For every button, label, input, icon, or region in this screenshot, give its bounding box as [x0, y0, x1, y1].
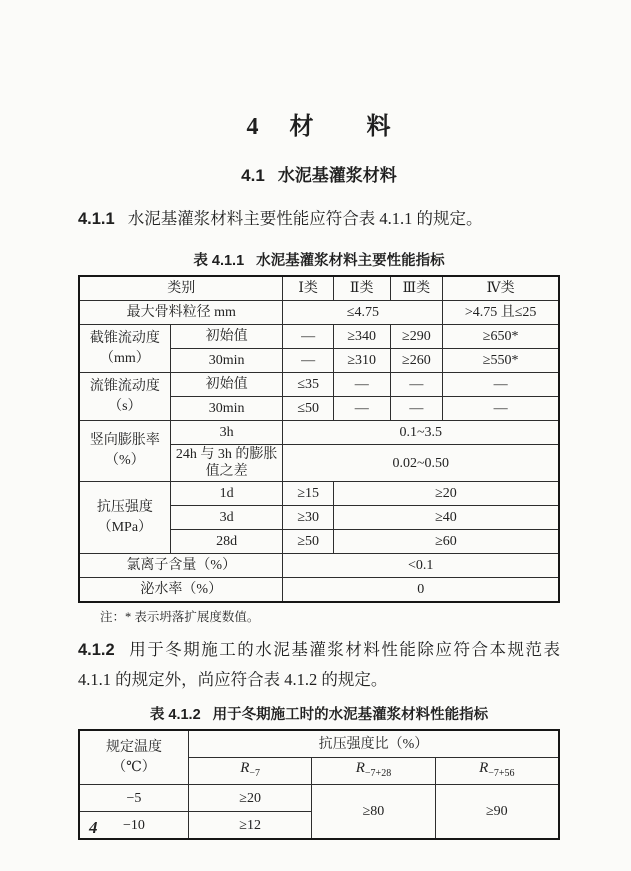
table-cell: −10 [79, 812, 188, 840]
table-cell: >4.75 且≤25 [443, 301, 559, 325]
page-number: 4 [89, 818, 98, 837]
r-subscript: −7+56 [488, 767, 515, 779]
table-cell: 氯离子含量（%） [79, 554, 283, 578]
category-unit: （s） [108, 398, 142, 414]
table-cell: ≥310 [333, 349, 390, 373]
table-note: 注：* 表示坍落扩展度数值。 [100, 610, 260, 624]
table-row [79, 730, 559, 758]
clause-number: 4.1.1 [78, 210, 115, 228]
chapter-title-char1: 材 [289, 113, 315, 140]
table-caption-title: 水泥基灌浆材料主要性能指标 [256, 253, 445, 269]
table-row [79, 482, 559, 506]
table-cell: — [283, 325, 333, 349]
table-cell: ≥12 [188, 812, 311, 840]
clause-4-1-2 [78, 635, 560, 694]
table-cell: <0.1 [283, 554, 559, 578]
table-cell [312, 758, 435, 785]
table-cell [188, 758, 311, 785]
table-cell: ≤4.75 [283, 301, 443, 325]
table-row [79, 301, 559, 325]
table-row [79, 421, 559, 445]
table-cell: ≥260 [390, 349, 443, 373]
table-cell: — [390, 373, 443, 397]
table-cell: ≥15 [283, 482, 333, 506]
table-cell: ≥20 [333, 482, 559, 506]
clause-text: 水泥基灌浆材料主要性能应符合表 4.1.1 的规定。 [127, 209, 483, 228]
category-unit: （%） [105, 453, 145, 468]
table-cell: ≥290 [390, 325, 443, 349]
table-cell: 初始值 [170, 325, 283, 349]
table-row [79, 325, 559, 349]
table-cell: — [333, 397, 390, 421]
table-4-1-2-caption [78, 707, 560, 724]
table-cell: 24h 与 3h 的膨胀值之差 [170, 445, 283, 482]
table-cell: 30min [170, 349, 283, 373]
section-number: 4.1 [241, 166, 265, 185]
table-row [79, 785, 559, 812]
table-cell [79, 730, 188, 785]
table-4-1-1 [78, 275, 560, 603]
table-cell: 最大骨料粒径 mm [79, 301, 283, 325]
table-cell [79, 421, 170, 482]
table-cell: 3h [170, 421, 283, 445]
category-label: 截锥流动度 [89, 330, 160, 346]
table-cell: 抗压强度比（%） [188, 730, 559, 758]
table-cell [79, 482, 170, 554]
chapter-title-char2: 料 [366, 113, 392, 140]
table-cell [435, 758, 559, 785]
chapter-number: 4 [246, 114, 260, 140]
category-unit: （℃） [112, 759, 156, 775]
table-cell [79, 373, 170, 421]
r-subscript: −7+28 [364, 767, 392, 779]
table-caption-label: 表 4.1.2 [149, 707, 201, 723]
clause-number: 4.1.2 [78, 641, 115, 659]
r-subscript: −7 [249, 767, 261, 779]
r-symbol: R [240, 760, 250, 777]
table-cell: ≥550* [443, 349, 559, 373]
table-cell: ≥50 [283, 530, 333, 554]
table-cell: 28d [170, 530, 283, 554]
category-label: 抗压强度 [96, 499, 153, 515]
table-caption-title: 用于冬期施工时的水泥基灌浆材料性能指标 [212, 707, 489, 723]
table-cell: ≥650* [443, 325, 559, 349]
table-cell: — [443, 373, 559, 397]
table-cell [79, 325, 170, 373]
table-row [79, 554, 559, 578]
table-cell: ≥340 [333, 325, 390, 349]
r-symbol: R [355, 760, 365, 777]
table-cell: ≥90 [435, 785, 559, 840]
table-cell: Ⅳ类 [443, 276, 559, 301]
table-cell: — [443, 397, 559, 421]
category-label: 规定温度 [105, 739, 162, 755]
category-unit: （MPa） [97, 519, 153, 535]
table-row [79, 373, 559, 397]
category-label: 流锥流动度 [89, 378, 160, 394]
table-4-1-1-caption [78, 253, 560, 270]
table-cell: Ⅱ类 [333, 276, 390, 301]
clause-text: 用于冬期施工的水泥基灌浆材料性能除应符合本规范表 4.1.1 的规定外，尚应符合表 4.1.2 的规定。 [78, 640, 560, 689]
table-cell: — [333, 373, 390, 397]
table-cell: Ⅲ类 [390, 276, 443, 301]
table-cell: ≥80 [312, 785, 435, 840]
table-cell: ≤35 [283, 373, 333, 397]
table-cell: ≥30 [283, 506, 333, 530]
table-caption-label: 表 4.1.1 [193, 253, 245, 269]
chapter-heading [78, 112, 560, 142]
clause-4-1-1 [78, 204, 560, 234]
table-cell: 0.02~0.50 [283, 445, 559, 482]
table-cell: ≥20 [188, 785, 311, 812]
category-label: 竖向膨胀率 [89, 433, 160, 448]
table-cell: 0 [283, 578, 559, 603]
table-cell: −5 [79, 785, 188, 812]
table-cell: ≥60 [333, 530, 559, 554]
table-cell: 3d [170, 506, 283, 530]
table-row [79, 276, 559, 301]
table-4-1-2 [78, 729, 560, 840]
table-cell: 泌水率（%） [79, 578, 283, 603]
section-heading [78, 166, 560, 186]
table-cell: 30min [170, 397, 283, 421]
table-cell: ≥40 [333, 506, 559, 530]
section-title: 水泥基灌浆材料 [277, 166, 397, 185]
table-row [79, 578, 559, 603]
table-cell: ≤50 [283, 397, 333, 421]
table-cell: 0.1~3.5 [283, 421, 559, 445]
table-cell: — [390, 397, 443, 421]
category-unit: （mm） [99, 350, 150, 366]
table-cell: 1d [170, 482, 283, 506]
table-cell: — [283, 349, 333, 373]
table-cell: 初始值 [170, 373, 283, 397]
table-cell: 类别 [79, 276, 283, 301]
r-symbol: R [479, 760, 489, 777]
table-cell: Ⅰ类 [283, 276, 333, 301]
